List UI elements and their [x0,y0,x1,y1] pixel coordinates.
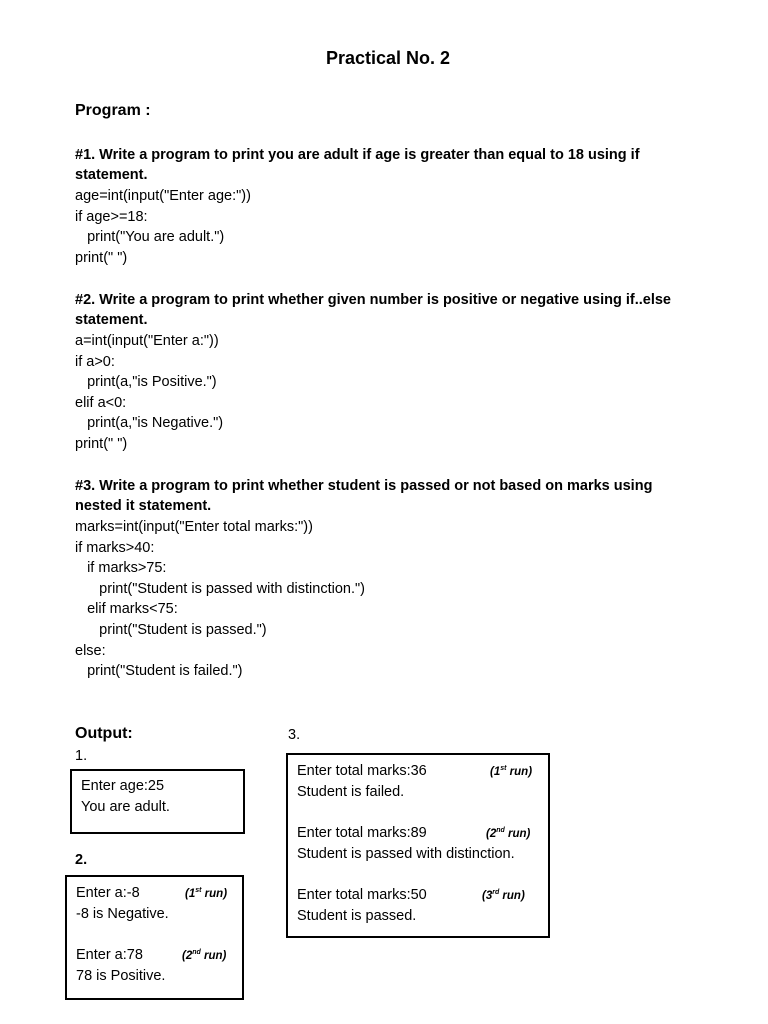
code-line: if age>=18: [75,208,148,225]
output-line: Enter a:-8 [76,885,140,901]
output-line: Student is passed with distinction. [297,846,515,862]
question-2-title-line1: #2. Write a program to print whether given number is positive or negative using if..else [75,292,671,308]
question-1-title-line2: statement. [75,167,148,183]
code-line: if marks>75: [75,560,167,577]
code-line: if a>0: [75,353,115,370]
output-line: 78 is Positive. [76,968,166,984]
output-2-label: 2. [75,852,88,868]
run-label: (1st run) [185,887,228,900]
run-label: (3rd run) [482,889,525,902]
output-heading: Output: [75,725,133,742]
code-line: age=int(input("Enter age:")) [75,188,251,204]
code-line: elif a<0: [75,394,127,411]
output-2-box [65,875,244,1000]
code-line: elif marks<75: [75,601,178,618]
code-line: print("Student is passed with distinction.") [75,580,365,597]
code-line: print(a,"is Positive.") [75,374,217,391]
code-line: print(" ") [75,249,128,266]
output-line: Enter total marks:50 [297,887,427,903]
output-line: Enter total marks:36 [297,763,427,779]
question-3-title-line1: #3. Write a program to print whether student is passed or not based on marks using [75,478,653,494]
program-heading: Program : [75,102,151,119]
code-line: print(a,"is Negative.") [75,415,224,432]
code-line: marks=int(input("Enter total marks:")) [75,519,313,535]
output-line: -8 is Negative. [76,906,169,922]
output-line: Student is failed. [297,784,405,800]
question-3-title-line2: nested it statement. [75,498,212,514]
code-line: print(" ") [75,435,128,452]
page-title: Practical No. 2 [326,48,451,68]
code-line: print("You are adult.") [75,229,225,246]
output-line: Enter total marks:89 [297,825,427,841]
question-1-code [75,186,251,268]
question-2-title-line2: statement. [75,312,148,328]
code-line: print("Student is failed.") [75,663,243,680]
run-label: (2nd run) [486,827,531,840]
question-3-code [75,517,365,682]
output-1-box [70,769,245,834]
code-line: a=int(input("Enter a:")) [75,333,219,349]
run-label: (2nd run) [182,949,227,962]
output-3-box [286,753,550,938]
output-3-label: 3. [288,727,301,743]
output-1-label: 1. [75,748,88,764]
output-line: Student is passed. [297,908,417,924]
question-2-code [75,331,223,455]
code-line: print("Student is passed.") [75,621,267,638]
question-1-title-line1: #1. Write a program to print you are adult if age is greater than equal to 18 using if [75,147,640,163]
output-line: Enter age:25 [81,778,165,794]
code-line: else: [75,642,106,659]
output-line: Enter a:78 [76,947,143,963]
output-line: You are adult. [81,799,170,815]
run-label: (1st run) [490,765,533,778]
code-line: if marks>40: [75,539,155,556]
